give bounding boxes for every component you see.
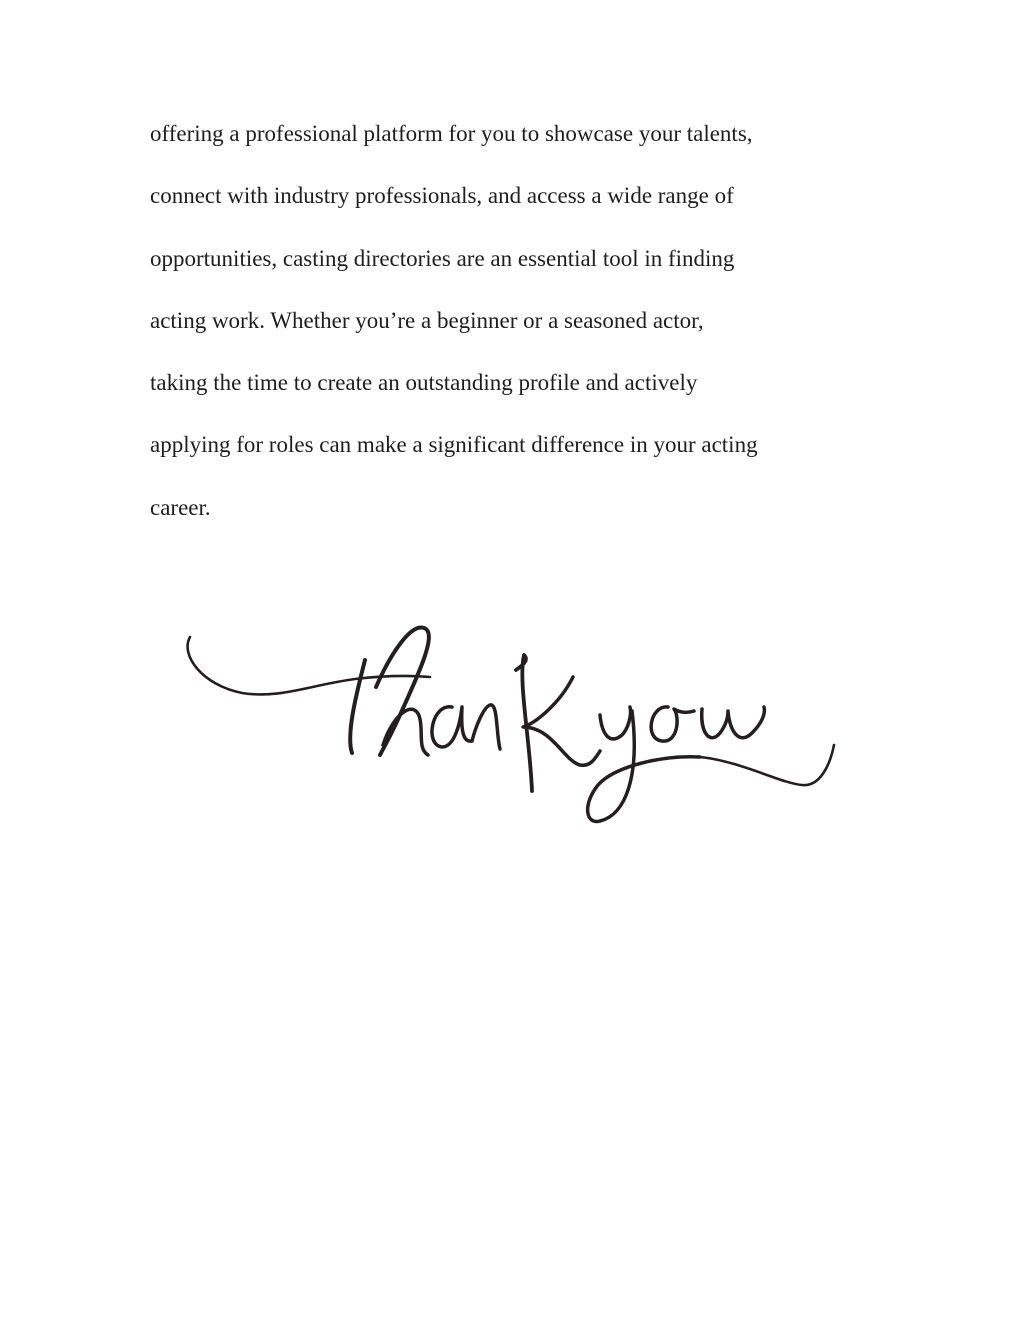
paragraph-line: connect with industry professionals, and access a wide range of bbox=[150, 183, 734, 209]
paragraph-line: acting work. Whether you’re a beginner or a seasoned actor, bbox=[150, 307, 704, 333]
paragraph-line: career. bbox=[150, 494, 211, 520]
paragraph-line: offering a professional platform for you to showcase your talents, bbox=[150, 121, 753, 146]
paragraph-line: opportunities, casting directories are an essential tool in finding bbox=[150, 245, 735, 271]
body-paragraph bbox=[150, 114, 910, 550]
paragraph-line: applying for roles can make a significant difference in your acting bbox=[150, 432, 758, 458]
thank-you-script-image bbox=[180, 615, 845, 830]
paragraph-line: taking the time to create an outstanding profile and actively bbox=[150, 370, 698, 396]
thank-you-lettering bbox=[180, 615, 845, 830]
